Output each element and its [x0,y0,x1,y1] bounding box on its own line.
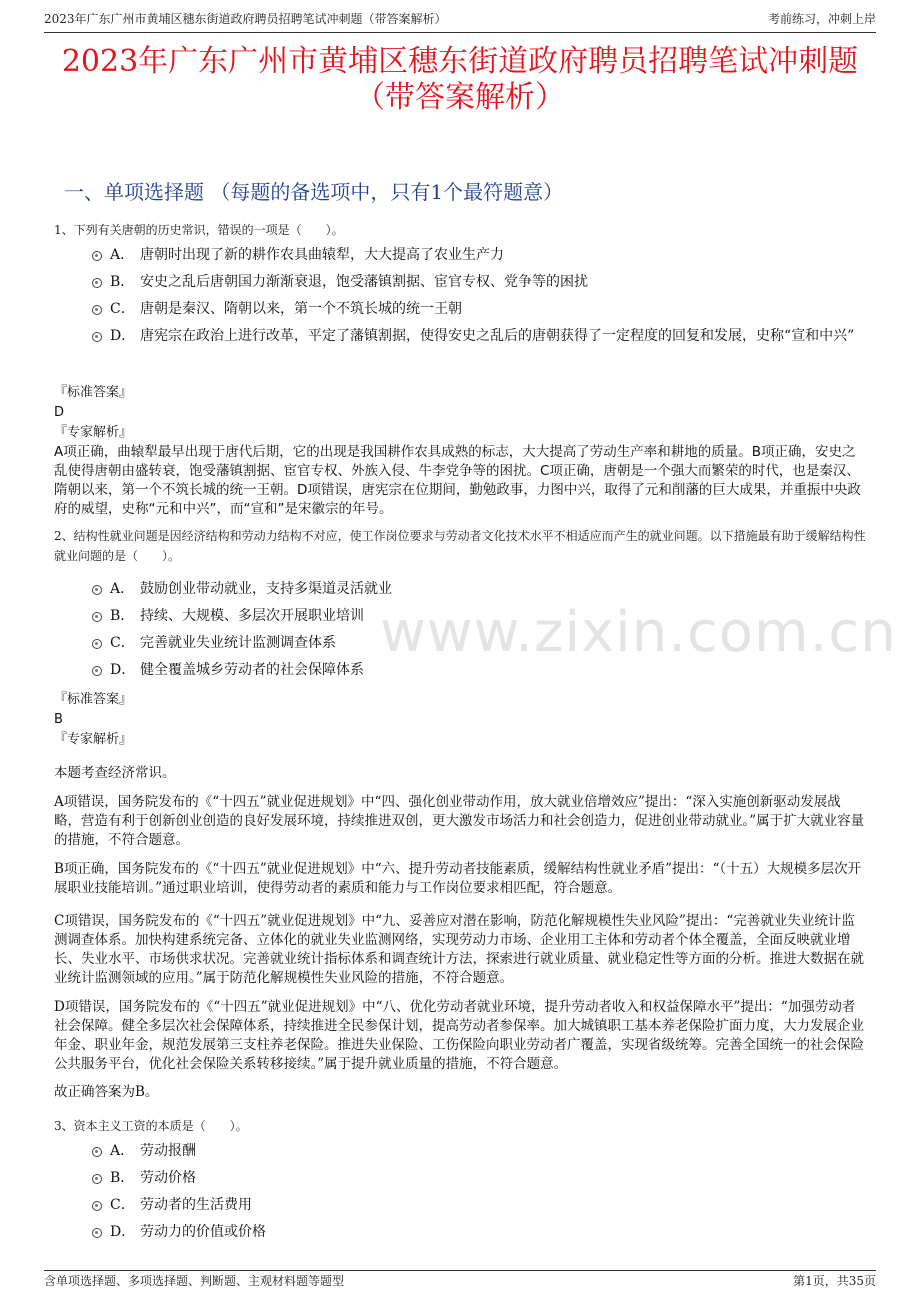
header-doc-title: 2023年广东广州市黄埔区穗东街道政府聘员招聘笔试冲刺题（带答案解析） [44,12,447,26]
option-d[interactable] [92,325,866,347]
option-letter: A． [110,1143,135,1159]
page-footer [44,1270,876,1289]
radio-icon[interactable] [92,251,102,261]
q1-answer-block [54,383,866,519]
option-a[interactable] [92,1140,866,1162]
option-c[interactable] [92,1194,866,1216]
option-list [92,244,866,347]
radio-icon[interactable] [92,1201,102,1211]
question-3 [54,1116,866,1243]
option-text: 劳动价格 [140,1170,196,1186]
title-line-2: （带答案解析） [355,80,565,115]
option-d[interactable] [92,659,866,681]
section-heading: 一、单项选择题 （每题的备选项中，只有1个最符题意） [64,180,564,204]
question-stem: 2、结构性就业问题是因经济结构和劳动力结构不对应，使工作岗位要求与劳动者文化技术水平不相适应而产生的就业问题。以下措施最有助于缓解结构性就业问题的是（ ）。 [54,529,866,563]
radio-icon[interactable] [92,1228,102,1238]
option-text: 安史之乱后唐朝国力渐渐衰退，饱受藩镇割据、宦官专权、党争等的困扰 [140,274,588,290]
option-text: 健全覆盖城乡劳动者的社会保障体系 [140,662,364,678]
answer-value: D [54,405,65,420]
question-2 [54,526,866,566]
page-title [0,44,920,116]
radio-icon[interactable] [92,305,102,315]
option-text: 劳动报酬 [140,1143,196,1159]
option-letter: A． [110,247,135,263]
radio-icon[interactable] [92,666,102,676]
footer-question-types: 含单项选择题、多项选择题、判断题、主观材料题等题型 [44,1274,345,1288]
option-text: 持续、大规模、多层次开展职业培训 [140,608,364,624]
option-a[interactable] [92,578,866,600]
option-text: 劳动者的生活费用 [140,1197,252,1213]
option-b[interactable] [92,605,866,627]
answer-label: 『标准答案』 [54,692,133,707]
option-text: 唐朝时出现了新的耕作农具曲辕犁，大大提高了农业生产力 [140,247,504,263]
page-header [44,10,876,33]
option-c[interactable] [92,298,866,320]
radio-icon[interactable] [92,332,102,342]
option-text: 唐宪宗在政治上进行改革，平定了藩镇割据，使得安史之乱后的唐朝获得了一定程度的回复和发展，史称“宣和中兴” [140,328,855,344]
q2-analysis-a: A项错误，国务院发布的《“十四五”就业促进规划》中“四、强化创业带动作用，放大就业倍增效应”提出：“深入实施创新驱动发展战略，营造有利于创新创业创造的良好发展环境，持续推进双创，更大激发市场活力和社会创造力，促进创业带动就业。”属于扩大就业容量的措施，不符合题意。 [54,794,865,848]
answer-value: B [54,712,63,727]
analysis-label: 『专家解析』 [54,732,133,747]
option-letter: A． [110,581,135,597]
radio-icon[interactable] [92,278,102,288]
option-letter: C． [110,301,135,317]
q2-analysis-c: C项错误，国务院发布的《“十四五”就业促进规划》中“九、妥善应对潜在影响，防范化解规模性失业风险”提出：“完善就业失业统计监测调查体系。加快构建系统完备、立体化的就业失业监测网络，实现劳动力市场、企业用工主体和劳动者个体全覆盖，全面反映就业增长、失业水平、市场供求状况。完善就业统计指标体系和调查统计方法，探索进行就业质量、就业稳定性等方面的分析。推进大数据在就业统计监测领域的应用。”属于防范化解规模性失业风险的措施，不符合题意。 [54,913,864,986]
option-letter: D． [110,328,136,344]
radio-icon[interactable] [92,585,102,595]
title-line-1: 2023年广东广州市黄埔区穗东街道政府聘员招聘笔试冲刺题 [61,44,859,79]
answer-label: 『标准答案』 [54,385,133,400]
q2-analysis-intro: 本题考查经济常识。 [54,765,176,781]
question-stem: 3、资本主义工资的本质是（ ）。 [54,1119,248,1133]
q2-analysis-b: B项正确，国务院发布的《“十四五”就业促进规划》中“六、提升劳动者技能素质，缓解结构性就业矛盾”提出：“（十五）大规模多层次开展职业技能培训。”通过职业培训，使得劳动者的素质和能力与工作岗位要求相匹配，符合题意。 [54,861,862,896]
q2-analysis-d: D项错误，国务院发布的《“十四五”就业促进规划》中“八、优化劳动者就业环境，提升劳动者收入和权益保障水平”提出：“加强劳动者社会保障。健全多层次社会保障体系，持续推进全民参保计划，提高劳动者参保率。加大城镇职工基本养老保险扩面力度，大力发展企业年金、职业年金，规范发展第三支柱养老保险。推进失业保险、工伤保险向职业劳动者广覆盖，实现省级统筹。完善全国统一的社会保险公共服务平台，优化社会保险关系转移接续。”属于提升就业质量的措施，不符合题意。 [54,999,864,1072]
q2-options [54,578,866,681]
q2-conclusion: 故正确答案为B。 [54,1084,159,1100]
option-text: 鼓励创业带动就业，支持多渠道灵活就业 [140,581,392,597]
option-a[interactable] [92,244,866,266]
option-letter: B． [110,608,135,624]
radio-icon[interactable] [92,612,102,622]
radio-icon[interactable] [92,639,102,649]
option-letter: C． [110,1197,135,1213]
page-number: 第1页，共35页 [793,1274,876,1288]
option-c[interactable] [92,632,866,654]
option-b[interactable] [92,1167,866,1189]
radio-icon[interactable] [92,1147,102,1157]
option-b[interactable] [92,271,866,293]
header-slogan: 考前练习，冲刺上岸 [767,12,876,26]
option-list [92,578,866,681]
analysis-label: 『专家解析』 [54,425,133,440]
option-letter: B． [110,1170,135,1186]
watermark: www.zixin.com.cn [380,600,897,665]
option-text: 劳动力的价值或价格 [140,1224,266,1240]
option-letter: C． [110,635,135,651]
option-list [92,1140,866,1243]
analysis-text: A项正确，曲辕犁最早出现于唐代后期，它的出现是我国耕作农具成熟的标志，大大提高了劳动生产率和耕地的质量。B项正确，安史之乱使得唐朝由盛转衰，饱受藩镇割据、宦官专权、外族入侵、牛李党争等的困扰。C项正确，唐朝是一个强大而繁荣的时代，也是秦汉、隋朝以来，第一个不筑长城的统一王朝。D项错误，唐宪宗在位期间，勤勉政事，力图中兴，取得了元和削藩的巨大成果，并重振中央政府的威望，史称“元和中兴”，而“宣和”是宋徽宗的年号。 [54,444,861,517]
option-letter: B． [110,274,135,290]
radio-icon[interactable] [92,1174,102,1184]
option-letter: D． [110,662,136,678]
q2-answer-block [54,690,866,750]
option-letter: D． [110,1224,136,1240]
option-text: 唐朝是秦汉、隋朝以来，第一个不筑长城的统一王朝 [140,301,462,317]
option-text: 完善就业失业统计监测调查体系 [140,635,336,651]
question-1 [54,220,866,347]
option-d[interactable] [92,1221,866,1243]
question-stem: 1、下列有关唐朝的历史常识，错误的一项是（ ）。 [54,223,344,237]
